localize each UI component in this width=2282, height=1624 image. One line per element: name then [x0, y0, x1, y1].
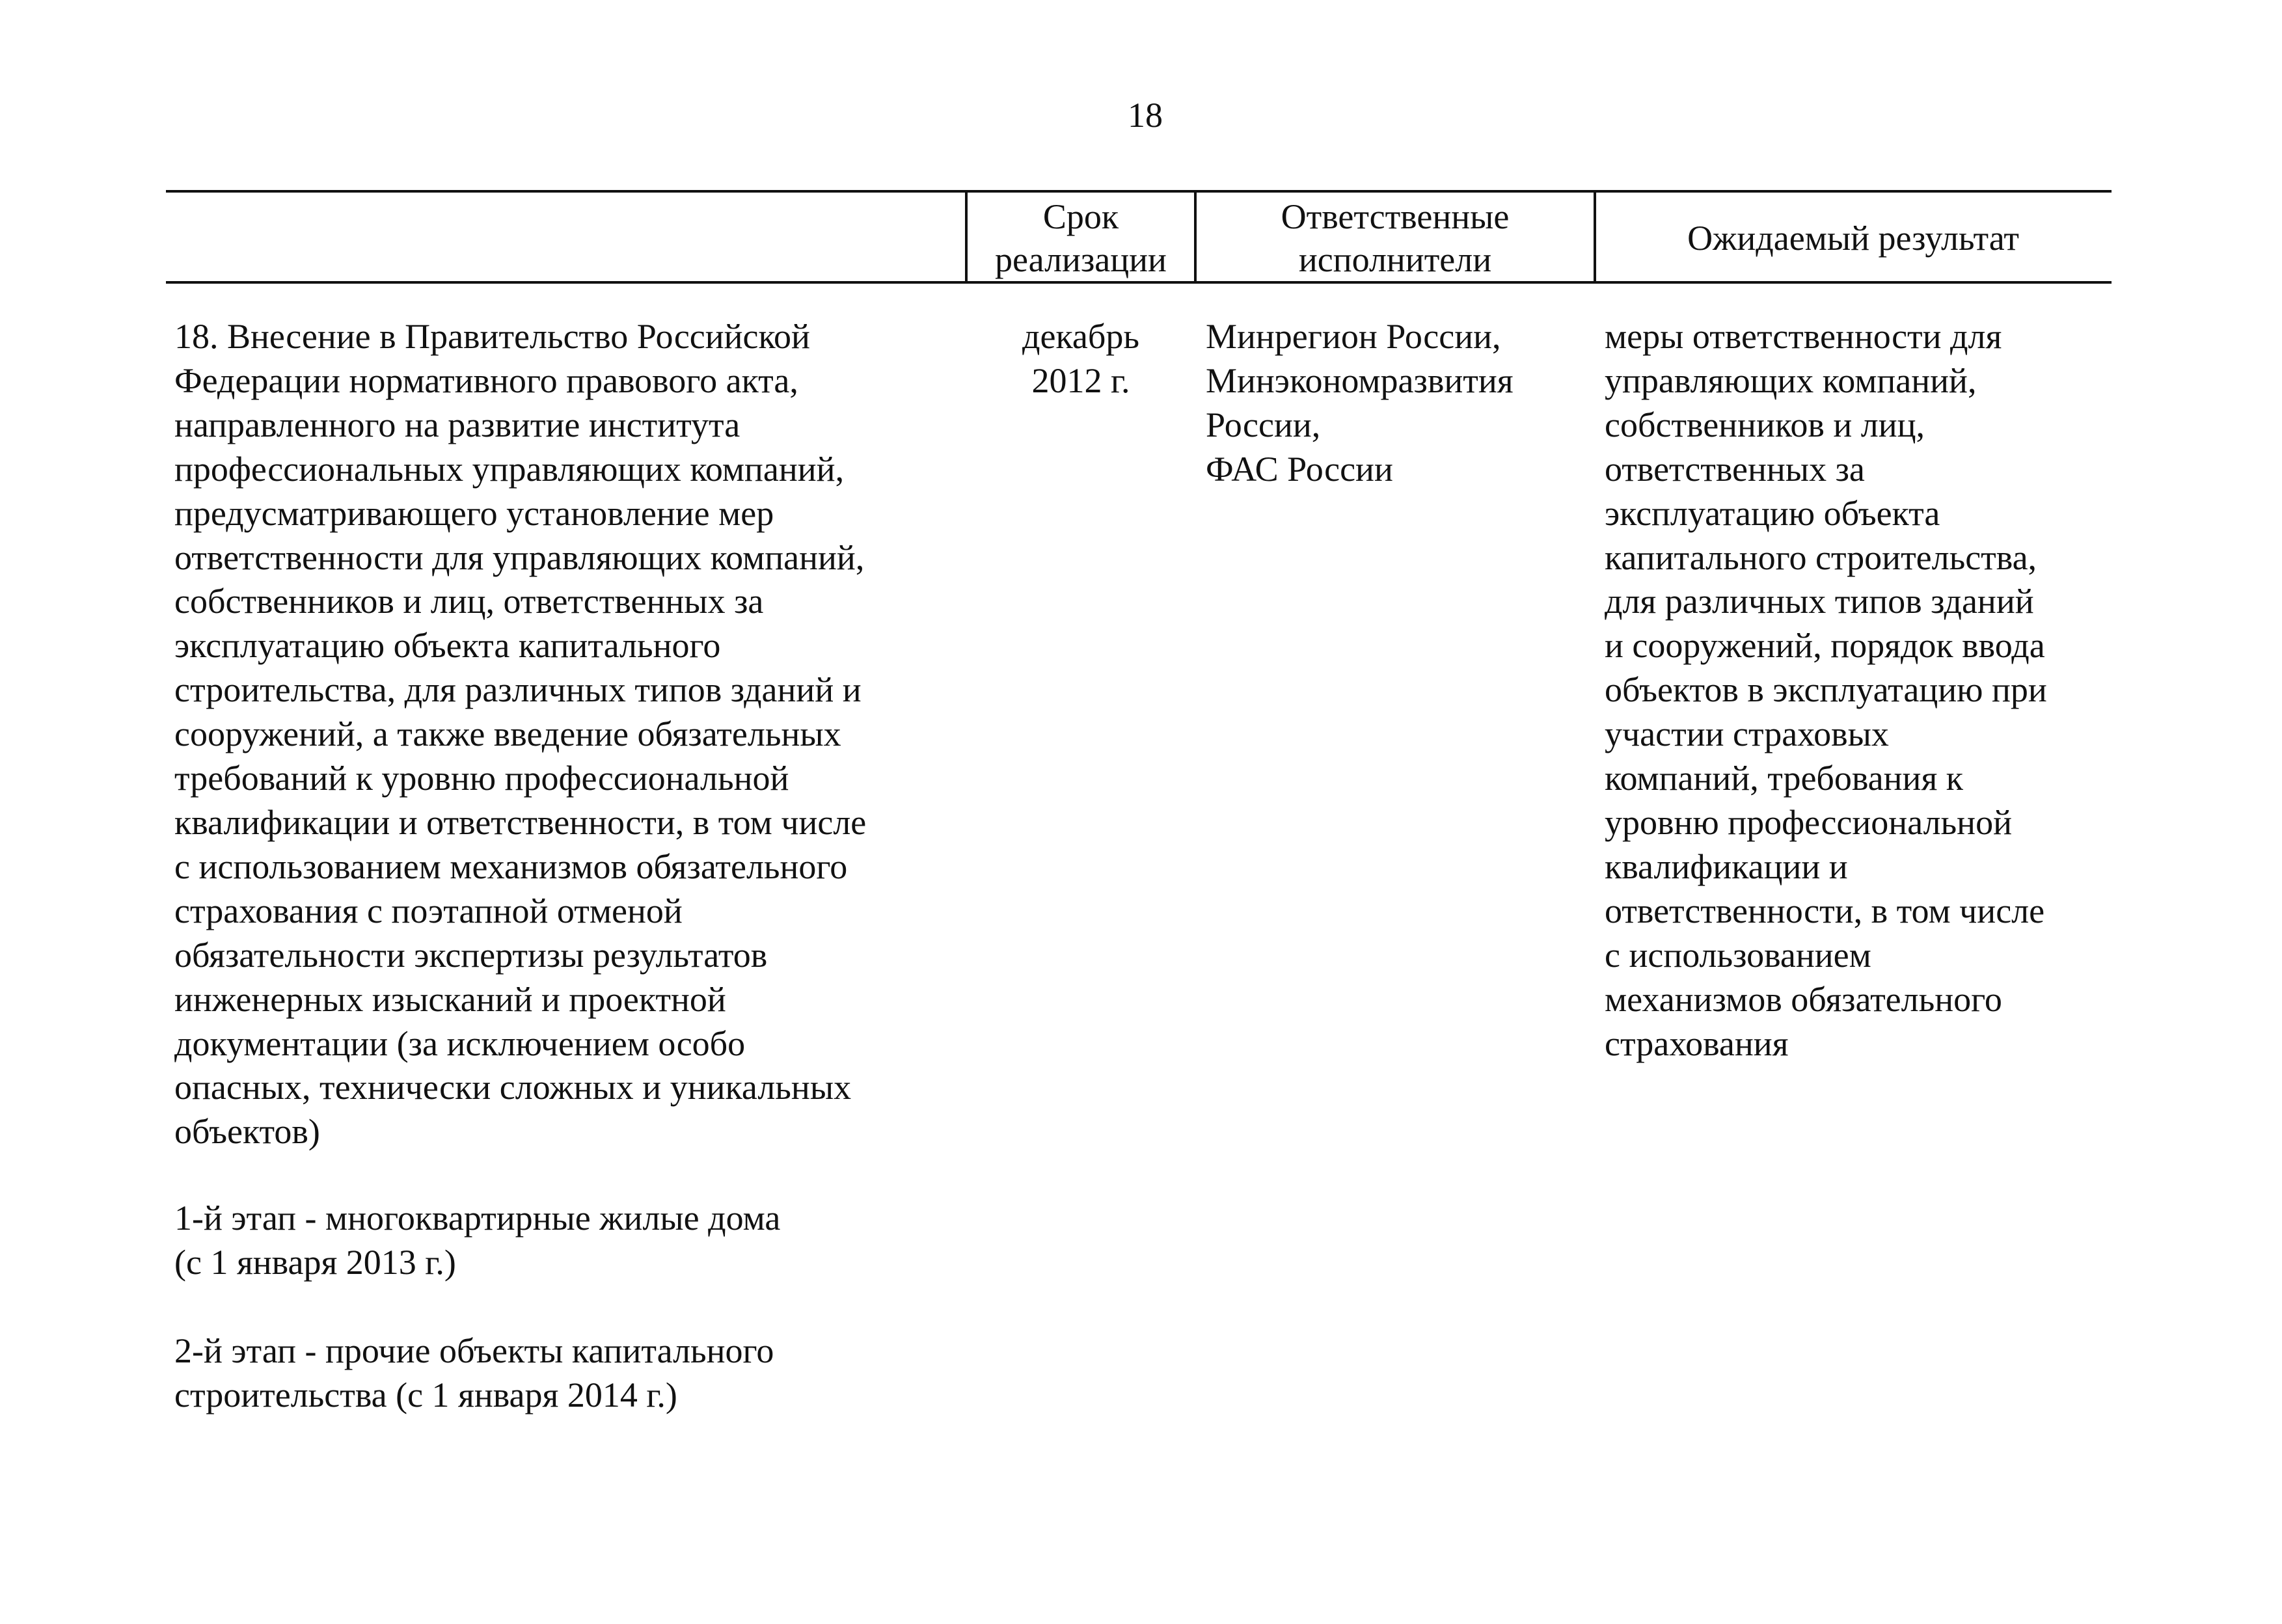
stage-1-text: 1-й этап - многоквартирные жилые дома (с 1 января 2013 г.) — [174, 1198, 781, 1282]
header-result: Ожидаемый результат — [1687, 219, 2019, 258]
stage-2-text: 2-й этап - прочие объекты капитального строительства (с 1 января 2014 г.) — [174, 1331, 774, 1414]
result-cell: меры ответственности для управляющих компаний, собственников и лиц, ответственных за эксплуатацию объекта капитального строительства, для различных типов зданий и сооружений, порядок ввода объектов в эксплуатацию при участии страховых компаний, требования к уровню профессиональной квалификации и ответственности, в том числе с использованием механизмов обязательного страхования — [1605, 317, 2047, 1063]
responsible-cell: Минрегион России, Минэкономразвития России, ФАС России — [1206, 317, 1514, 489]
header-deadline: Срок реализации — [995, 197, 1167, 279]
table-top-rule — [166, 190, 2112, 193]
header-responsible: Ответственные исполнители — [1281, 197, 1510, 279]
measure-text: 18. Внесение в Правительство Российской Федерации нормативного правового акта, направленного на развитие института профессиональных управляющих компаний, предусматривающего установление мер ответственности для управляющих компаний, собственников и лиц, ответственных за эксплуатацию объекта капитального строительства, для различных типов зданий и сооружений, а также введение обязательных требований к уровню профессиональной квалификации и ответственности, в том числе с использованием механизмов обязательного страхования с поэтапной отменой обязательности экспертизы результатов инженерных изысканий и проектной документации (за исключением особо опасных, технически сложных и уникальных объектов) — [174, 317, 867, 1152]
table-header-bottom-rule — [166, 281, 2112, 284]
page-number: 18 — [1128, 96, 1163, 135]
deadline-cell: декабрь 2012 г. — [1022, 317, 1139, 400]
